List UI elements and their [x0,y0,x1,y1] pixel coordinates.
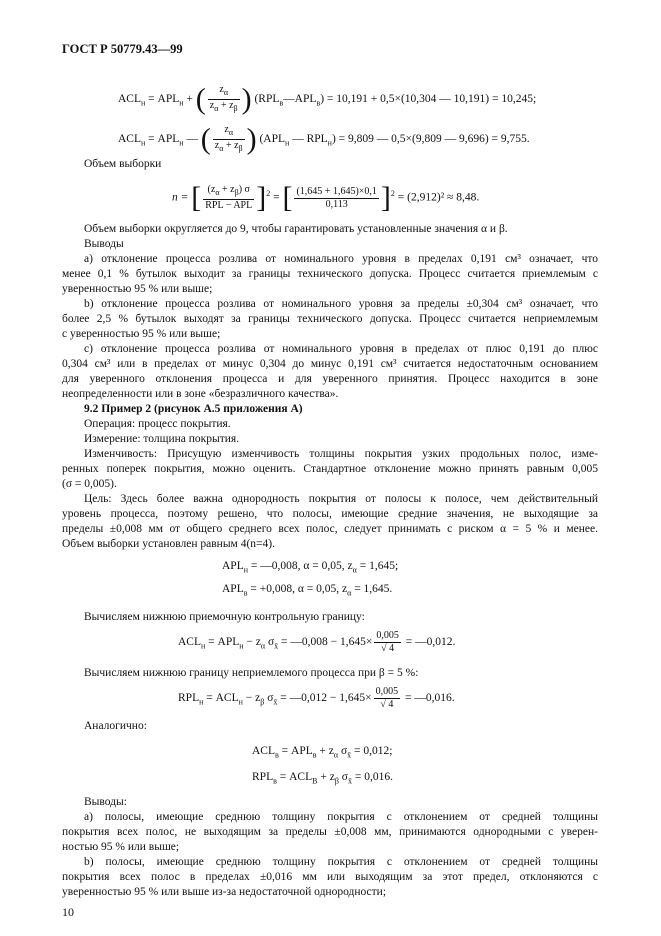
text-calc-lower: Вычисляем нижнюю приемочную контрольную границу: [84,611,365,623]
paragraph-line: Цель: Здесь более важна однородность покрытия от полосы к полосе, чем действительный [84,493,598,505]
paragraph-line: уверенностью 95 % или выше из-за недостаточной однородности; [62,886,387,898]
equation-acl-calc: $ACL_н = APL_н - z_\alpha$ $\sigma_{x̄}$ = —0,008 − 1,645× $\frac{0,005}{√ 4}$ = —0,012. [178,630,456,654]
paragraph-line: с уверенностью 95 % или выше; [62,328,221,340]
equation-acl-upper-calc: $ACL_в = APL_в + z_\alpha$ $\sigma_{x̄} = 0,012$; [252,745,393,760]
paragraph-line: b) отклонение процесса розлива от номинального уровня за пределы ±0,304 см³ означает, что [84,298,598,310]
document-header: ГОСТ Р 50779.43—99 [62,42,183,56]
equation-acl-lower: $ACL_н = APL_н$ — ( $\frac{z_\alpha}{z_\alpha + z_\beta}$ ) ($APL_н$ — $RPL_н) = 9,809$ — 0,5×(9,809 — 9,696) = 9,755. [118,122,530,156]
equation-rpl-calc: $RPL_н = ACL_н - z_\beta$ $\sigma_{x̄}$ = —0,012 − 1,645× $\frac{0,005}{√ 4}$ = —0,016. [178,686,455,710]
paragraph-line: Измерение: толщина покрытия. [84,433,240,445]
paragraph-line: 0,304 см³ или в пределах от минус 0,304 до минус 0,191 см³ считается недостаточным основанием [62,358,598,370]
text-volume-label: Объем выборки [84,158,162,170]
paragraph-line: Объем выборки установлен равным 4(n=4). [62,538,275,550]
paragraph-line: (σ = 0,005). [62,478,117,490]
page-number: 10 [62,905,74,919]
equation-acl-upper: $ACL_н = APL_н$ + ( $\frac{z_\alpha}{z_\alpha + z_\beta}$ ) $(RPL_в—APL_в) = 10,191 + 0,5\times(10,304$ — 10,191) = 10,245; [118,82,537,116]
text-similar: Аналогично: [84,720,147,732]
paragraph-line: Операция: процесс покрытия. [84,418,231,430]
paragraph-line: уверенностью 95 % или выше; [62,283,213,295]
paragraph-line: пределы ±0,008 мм от общего среднего всех полос, следует принимать с риском α = 5 % и менее. [62,523,598,535]
paragraph-line: более 2,5 % бутылок выходят за границы технического допуска. Процесс считается неприемлемым [62,313,598,325]
equation-apl-lower: $APL_н$ = —0,008, α = 0,05, $z_\alpha = 1,645$; [222,560,399,575]
paragraph-line: Выводы [84,238,124,250]
paragraph-line: Выводы: [84,796,127,808]
paragraph-line: менее 0,1 % бутылок выходит за границы технического допуска. Процесс считается приемлемым с [62,268,598,280]
paragraph-line: Изменчивость: Присущую изменчивость толщины покрытия узких продольных полос, изме- [84,448,598,460]
equation-rpl-upper-calc: $RPL_в = ACL_B + z_\beta$ $\sigma_{x̄} = 0,016$. [252,771,393,786]
paragraph-line: неопределенности или в зоне «безразличного качества». [62,388,339,400]
paragraph-line: уровень процесса, поэтому решено, что полосы, имеющие средние значения, не выходящие за [62,508,598,520]
paragraph-line: b) полосы, имеющие среднюю толщину покрытия с отклонением от средней толщины [84,856,598,868]
equation-apl-upper: $APL_в = +0,008$, α = 0,05, $z_\alpha = 1,645$. [222,583,393,598]
paragraph-line: Объем выборки округляется до 9, чтобы гарантировать установленные значения α и β. [84,223,508,235]
paragraph-line: а) полосы, имеющие среднюю толщину покрытия с отклонением от средней толщины [84,811,598,823]
paragraph-line: а) отклонение процесса розлива от номинального уровня в пределах 0,191 см³ означает, что [84,253,598,265]
text-calc-reject: Вычисляем нижнюю границу неприемлемого процесса при β = 5 %: [84,667,419,679]
paragraph-line: ностью 95 % или выше; [62,841,180,853]
paragraph-line: для уверенного отклонения процесса и для уверенного принятия. Процесс находится в зоне [62,373,598,385]
equation-sample-size: n = [ $\frac{(z_\alpha + z_\beta) \sigma}{\text{RPL − APL}}$ ]$^2$ = [ $\frac{(1,645 + 1,645)\times 0,1}{0,113}$ ]$^2$ = (2,912)² ≈ 8,48. [172,181,480,214]
paragraph-line: с) отклонение процесса розлива от номинального уровня в пределах от плюс 0,191 до плюс [84,343,598,355]
paragraph-line: покрытия всех полос в пределах ±0,016 мм или выходящим за этот предел, отклоняются с [62,871,598,883]
paragraph-line: ренных поперек покрытия, можно оценить. Стандартное отклонение можно принять равным 0,005 [62,463,598,475]
paragraph-line: покрытия всех полос, не выходящим за пределы ±0,008 мм, принимаются однородными с уверен- [62,826,598,838]
section-heading: 9.2 Пример 2 (рисунок А.5 приложения А) [84,403,303,415]
